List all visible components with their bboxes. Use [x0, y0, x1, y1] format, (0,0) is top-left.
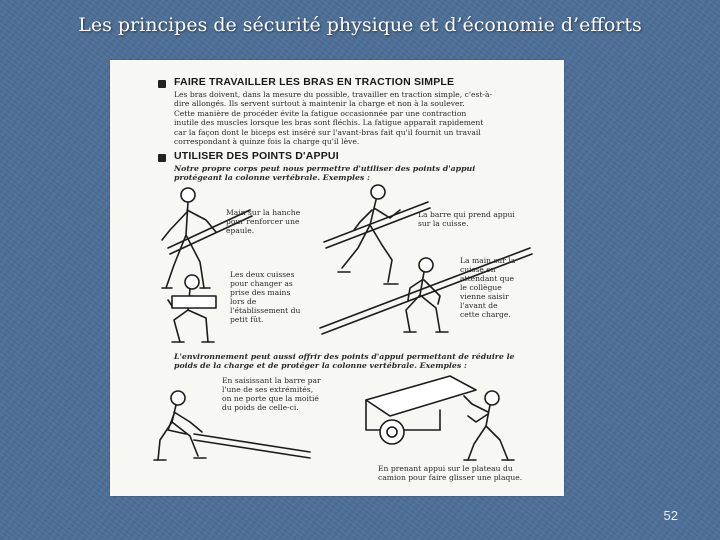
caption-thighs-bench: Les deux cuisses pour changer as prise des mains lors de l'établissement du petit fût. [230, 270, 301, 324]
slide-title: Les principes de sécurité physique et d’économie d’efforts [78, 14, 642, 36]
section-bullet [158, 80, 166, 88]
caption-truck: En prenant appui sur le plateau du camion pour faire glisser une plaque. [378, 464, 523, 482]
section-bullet [158, 154, 166, 162]
caption-hand-thigh: La main sur la cuisse en attendant que le collègue vienne saisir l'avant de cette charge. [460, 256, 516, 319]
section1-paragraph: Les bras doivent, dans la mesure du possible, travailler en traction simple, c'est-à- dire allongés. Ils servent surtout à maintenir la charge et non à la soulever. Cette manière de procéder évite la fatigue occasionnée par une contraction inutile des muscles lorsque les bras sont fléchis. La fatigue apparaît rapidement car la façon dont le biceps est inséré sur l'avant-bras fait qu'il fournit un travail correspondant à quinze fois la charge qu'il lève. [174, 90, 493, 147]
section2-heading: UTILISER DES POINTS D'APPUI [174, 150, 339, 162]
section2-intro: Notre propre corps peut nous permettre d'utiliser des points d'appui protégeant la colonne vertébrale. Exemples : [174, 164, 476, 183]
section3-intro: L'environnement peut aussi offrir des points d'appui permettant de réduire le poids de la charge et de protéger la colonne vertébrale. Exemples : [174, 352, 515, 371]
slide-number: 52 [663, 508, 678, 523]
caption-hip: Main sur la hanche pour renforcer une épaule. [226, 208, 301, 235]
worker-squat-bench-figure [168, 275, 216, 342]
caption-thigh: La barre qui prend appui sur la cuisse. [418, 210, 515, 228]
scanned-document [110, 60, 564, 496]
worker-bar-on-thigh-figure [324, 185, 430, 284]
caption-bar: En saisissant la barre par l'une de ses extrémités, on ne porte que la moitié du poids de celle-ci. [222, 376, 321, 412]
truck-plate-figure [366, 376, 514, 460]
section1-heading: FAIRE TRAVAILLER LES BRAS EN TRACTION SIMPLE [174, 76, 455, 88]
